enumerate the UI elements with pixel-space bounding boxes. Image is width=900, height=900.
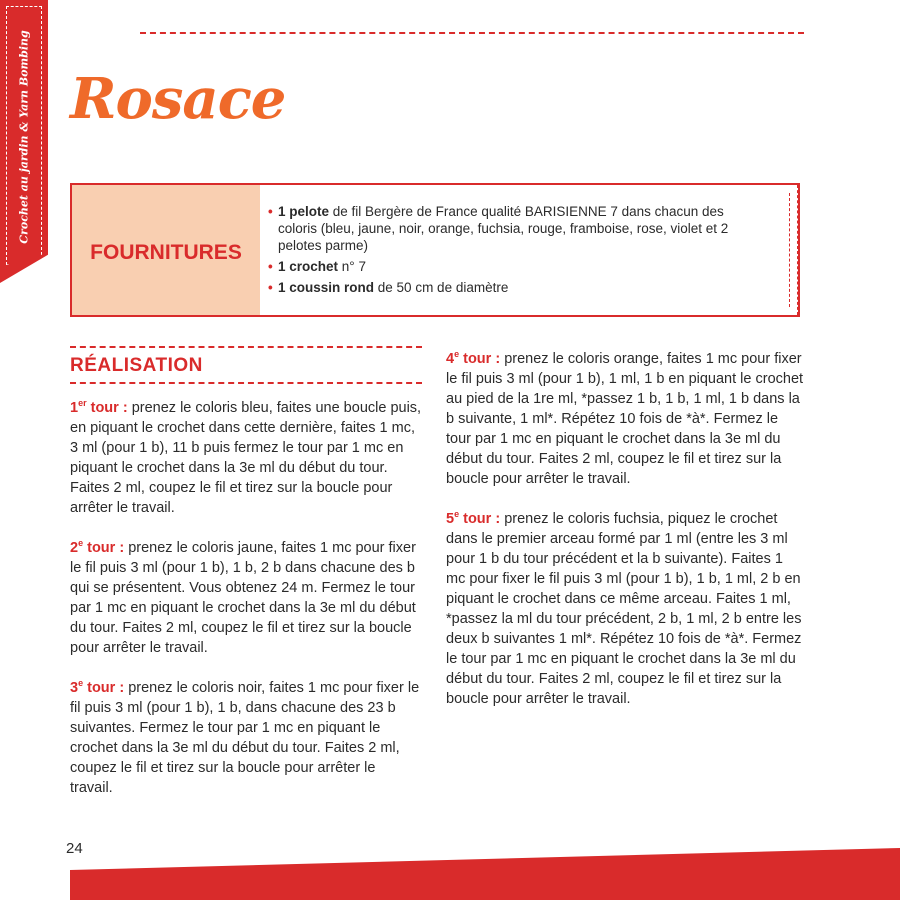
- supplies-item-text: de fil Bergère de France qualité BARISIENNE 7 dans chacun des coloris (bleu, jaune, noir, orange, fuchsia, rouge, framboise, rose, violet et 2 pelotes parme): [278, 204, 729, 253]
- step-text: prenez le coloris noir, faites 1 mc pour fixer le fil puis 3 ml (pour 1 b), 1 b, dans chacune des 23 b suivantes. Fermez le tour par 1 mc en piquant le crochet dans la 3e ml du début du tour. Faites 2 ml, coupez le fil et tirez sur la boucle pour arrêter le travail.: [70, 680, 420, 796]
- step-4: [446, 349, 804, 489]
- supplies-item-text: n° 7: [338, 259, 366, 274]
- step-label: 5e tour :: [446, 509, 501, 527]
- bullet-icon: •: [268, 204, 273, 219]
- step-label: 1er tour :: [70, 398, 128, 416]
- section-title: RÉALISATION: [70, 344, 422, 384]
- step-text: prenez le coloris jaune, faites 1 mc pour fixer le fil puis 3 ml (pour 1 b), 1 b, 2 b dans chacune des b qui se présentent. Vous obtenez 24 m. Fermez le tour par 1 mc en piquant le crochet dans la 3e ml du début du tour. Faites 2 ml, coupez le fil et tirez sur la boucle pour arrêter le travail.: [70, 540, 416, 656]
- supplies-list: [260, 185, 798, 315]
- step-1: [70, 398, 422, 518]
- bullet-icon: •: [268, 280, 273, 295]
- side-tab-label: Crochet au jardin & Yarn Bombing: [17, 30, 31, 244]
- supplies-item-text: de 50 cm de diamètre: [374, 280, 509, 295]
- supplies-item: [268, 258, 761, 275]
- step-5: [446, 509, 804, 709]
- page-number: 24: [66, 840, 83, 857]
- step-label: 3e tour :: [70, 678, 125, 696]
- supplies-item-bold: 1 crochet: [278, 259, 339, 274]
- top-dashed-rule: [140, 32, 804, 34]
- supplies-item-bold: 1 pelote: [278, 204, 330, 219]
- step-text: prenez le coloris fuchsia, piquez le crochet dans le premier arceau formé par 1 ml (entre les 3 ml pour 1 b du tour précédent et la b suivante). Faites 1 mc pour fixer le fil puis 3 ml (pour 1 b), 1 b, 1 ml, 2 b en piquant le crochet dans ce même arceau. Faites 1 ml, *passez la ml du tour précédent, 2 b, 1 ml, 2 b entre les deux b suivantes 1 ml*. Répétez 10 fois de *à*. Fermez le tour par 1 mc en piquant le crochet dans la 3e ml du début du tour. Faites 2 ml, coupez le fil et tirez sur la boucle pour arrêter le travail.: [446, 511, 802, 707]
- page-title: Rosace: [70, 66, 286, 132]
- step-text: prenez le coloris bleu, faites une boucle puis, en piquant le crochet dans cette dernière, faites 1 mc, 3 ml (pour 1 b), 11 b puis fermez le tour par 1 mc en piquant le crochet dans la 3e ml du début du tour. Faites 2 ml, coupez le fil et tirez sur la boucle pour arrêter le travail.: [70, 400, 422, 516]
- supplies-item: [268, 203, 761, 254]
- step-label: 4e tour :: [446, 349, 501, 367]
- supplies-heading-cell: [72, 185, 260, 315]
- supplies-item: [268, 279, 761, 296]
- supplies-box: [70, 183, 800, 317]
- supplies-item-bold: 1 coussin rond: [278, 280, 375, 295]
- right-column: [446, 349, 804, 729]
- supplies-heading: FOURNITURES: [90, 241, 242, 264]
- left-column: [70, 344, 422, 818]
- step-text: prenez le coloris orange, faites 1 mc pour fixer le fil puis 3 ml (pour 1 b), 1 ml, 1 b en piquant le crochet au pied de la 1re ml, *passez 1 b, 1 b, 1 ml, 1 b dans la b suivante, 1 ml*. Répétez 10 fois de *à*. Fermez le tour par 1 mc en piquant le crochet dans la 3e ml du début du tour. Faites 2 ml, coupez le fil et tirez sur la boucle pour arrêter le travail.: [446, 351, 804, 487]
- supplies-dashed-border: [789, 193, 790, 307]
- bullet-icon: •: [268, 259, 273, 274]
- step-label: 2e tour :: [70, 538, 125, 556]
- step-3: [70, 678, 422, 798]
- bottom-band: [70, 848, 900, 900]
- step-2: [70, 538, 422, 658]
